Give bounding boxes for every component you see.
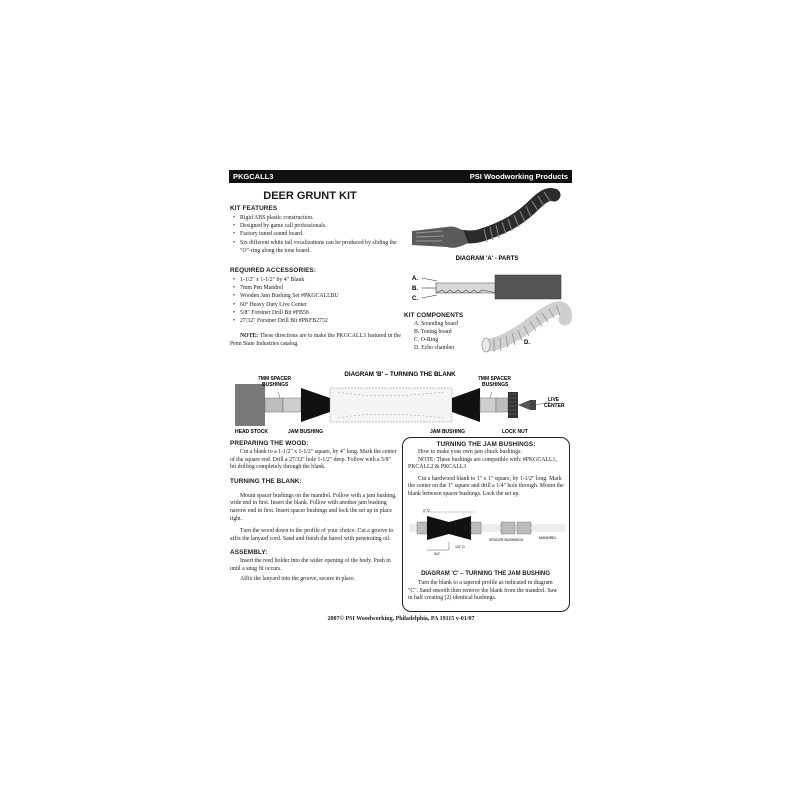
list-item: • Wooden Jam Bushing Set #PKGCALLBU xyxy=(230,292,402,300)
jam-box-text-3: Cut a hardwood blank to 1" x 1" square, by 1-1/2" long. Mark the center on the 1" square and drill a 1/4" hole through. Mount the blank between spacer bushings. Lock the set up. xyxy=(408,475,564,497)
part-b-label: B. xyxy=(412,286,418,292)
mandrel-label: MANDREL xyxy=(539,536,557,540)
preparing-heading: PREPARING THE WOOD: xyxy=(230,440,309,447)
list-item: • Designed by game call professionals. xyxy=(230,222,402,230)
jam-bushing-right-label: JAM BUSHING xyxy=(430,429,466,435)
required-accessories-heading: REQUIRED ACCESSORIES: xyxy=(230,267,317,274)
list-item: C. O-Ring xyxy=(414,337,439,343)
diagram-b-caption: DIAGRAM 'B' – TURNING THE BLANK xyxy=(344,371,456,378)
list-item: • Factory tuned sound board. xyxy=(230,230,402,238)
list-item: • Six different white tail vocalizations can be produced by sliding the "O"-ring along the tone board. xyxy=(230,239,402,255)
spacer-bushings-left-label-2: BUSHINGS xyxy=(262,382,289,388)
turning-text-1: Mount spacer bushings on the mandrel. Follow with a jam bushing, wide end in first. Insert the blank. Follow with another jam bushing narrow end in first. Insert spacer bushings and lock the set up in place tight. xyxy=(230,492,397,522)
spacer-bushings-right-label-1: 7MM SPACER xyxy=(478,376,511,382)
brand-name: PSI Woodworking Products xyxy=(469,172,568,181)
instructions-column xyxy=(230,440,398,588)
diagram-c-jam-bushing xyxy=(409,508,565,558)
jam-box-text-1: How to make your own jam chuck bushings: xyxy=(418,449,522,455)
assembly-text-2: Affix the lanyard into the groove, secure in place. xyxy=(240,575,356,582)
assembly-text-1: Insert the reed holder into the wider opening of the body. Push in until a snug fit occurs. xyxy=(230,558,391,572)
list-item: A. Sounding board xyxy=(414,321,458,327)
dim-half-in-label: 1/2" D xyxy=(455,545,465,549)
part-a-label: A. xyxy=(412,276,418,282)
dim-length-label: 3/4" xyxy=(434,552,441,556)
jam-box-text-2: NOTE: These bushings are compatible with: #PKGCALL1, PKCALL2 & PKCALL3 xyxy=(408,456,557,471)
footer: 2007© PSI Woodworking, Philadelphia, PA 19115 v-01/07 xyxy=(327,616,475,622)
list-item: • 1-1/2" x 1-1/2" by 4" Blank xyxy=(230,276,402,284)
jam-box-text-4: Turn the blank to a tapered profile as indicated in diagram "C". Sand smooth then remove the blank from the mandrel. Saw in half creating (2) identical bushings. xyxy=(408,580,558,602)
live-center-label-1: LIVE xyxy=(548,397,560,403)
accessories-note xyxy=(230,332,402,348)
note-label: NOTE: xyxy=(240,333,259,340)
list-item: B. Toning board xyxy=(414,329,452,335)
diagram-b-turning-blank xyxy=(230,362,572,438)
assembly-heading: ASSEMBLY: xyxy=(230,549,268,557)
list-item: • 7mm Pen Mandrel xyxy=(230,284,402,292)
jam-box-heading: TURNING THE JAM BUSHINGS: xyxy=(436,441,536,448)
preparing-text: Cut a blank to a 1-1/2" x 1-1/2" square, by 4" long. Mark the center of the square end. Drill a 27/32" hole 1-1/2" deep. Follow with a 5/8" bit drilling completely through the blank. xyxy=(230,449,397,471)
required-accessories-section xyxy=(230,267,402,348)
kit-components-heading: KIT COMPONENTS xyxy=(404,312,464,319)
grunt-call-assembled xyxy=(412,192,554,248)
list-item: • 27/32" Forstner Drill Bit #PKFB2732 xyxy=(230,317,402,325)
head-stock-label: HEAD STOCK xyxy=(235,429,268,435)
list-item: • Rigid ABS plastic construction. xyxy=(230,214,402,222)
kit-features-section xyxy=(230,205,402,255)
product-code: PKGCALL3 xyxy=(233,172,274,181)
spacer-bushings-right-label-2: BUSHINGS xyxy=(482,382,509,388)
note-text: These directions are to make the PKGCALL3 featured in the Penn State Industries catalog. xyxy=(230,333,401,348)
page-title: DEER GRUNT KIT xyxy=(263,190,357,202)
list-item: • 5/8" Forstner Drill Bit #FB58 xyxy=(230,309,402,317)
lock-nut-label: LOCK NUT xyxy=(502,429,528,435)
diagram-c-caption: DIAGRAM 'C' – TURNING THE JAM BUSHING xyxy=(421,571,550,577)
list-item: D. Echo chamber xyxy=(414,345,455,351)
header-bar xyxy=(229,170,572,183)
turning-text-2: Turn the wood down to the profile of your choice. Cut a groove to affix the lanyard cord. Sand and finish the barrel with penetrating oil. xyxy=(230,528,394,542)
spacer-bushings-label: SPACER BUSHINGS xyxy=(489,538,524,542)
jam-bushings-box xyxy=(402,437,570,612)
turning-heading: TURNING THE BLANK: xyxy=(230,477,302,485)
dim-1in-label: 1" D xyxy=(423,508,430,513)
part-d-label: D. xyxy=(524,340,530,346)
part-c-label: C. xyxy=(412,296,418,302)
live-center-label-2: CENTER xyxy=(544,403,565,409)
list-item: • 60° Heavy Duty Live Center xyxy=(230,301,402,309)
kit-components-section xyxy=(404,312,504,352)
diagram-a-caption: DIAGRAM 'A' - PARTS xyxy=(455,256,519,262)
jam-bushing-left-label: JAM BUSHING xyxy=(288,429,324,435)
kit-features-heading: KIT FEATURES xyxy=(230,205,278,212)
spacer-bushings-left-label-1: 7MM SPACER xyxy=(258,376,291,382)
